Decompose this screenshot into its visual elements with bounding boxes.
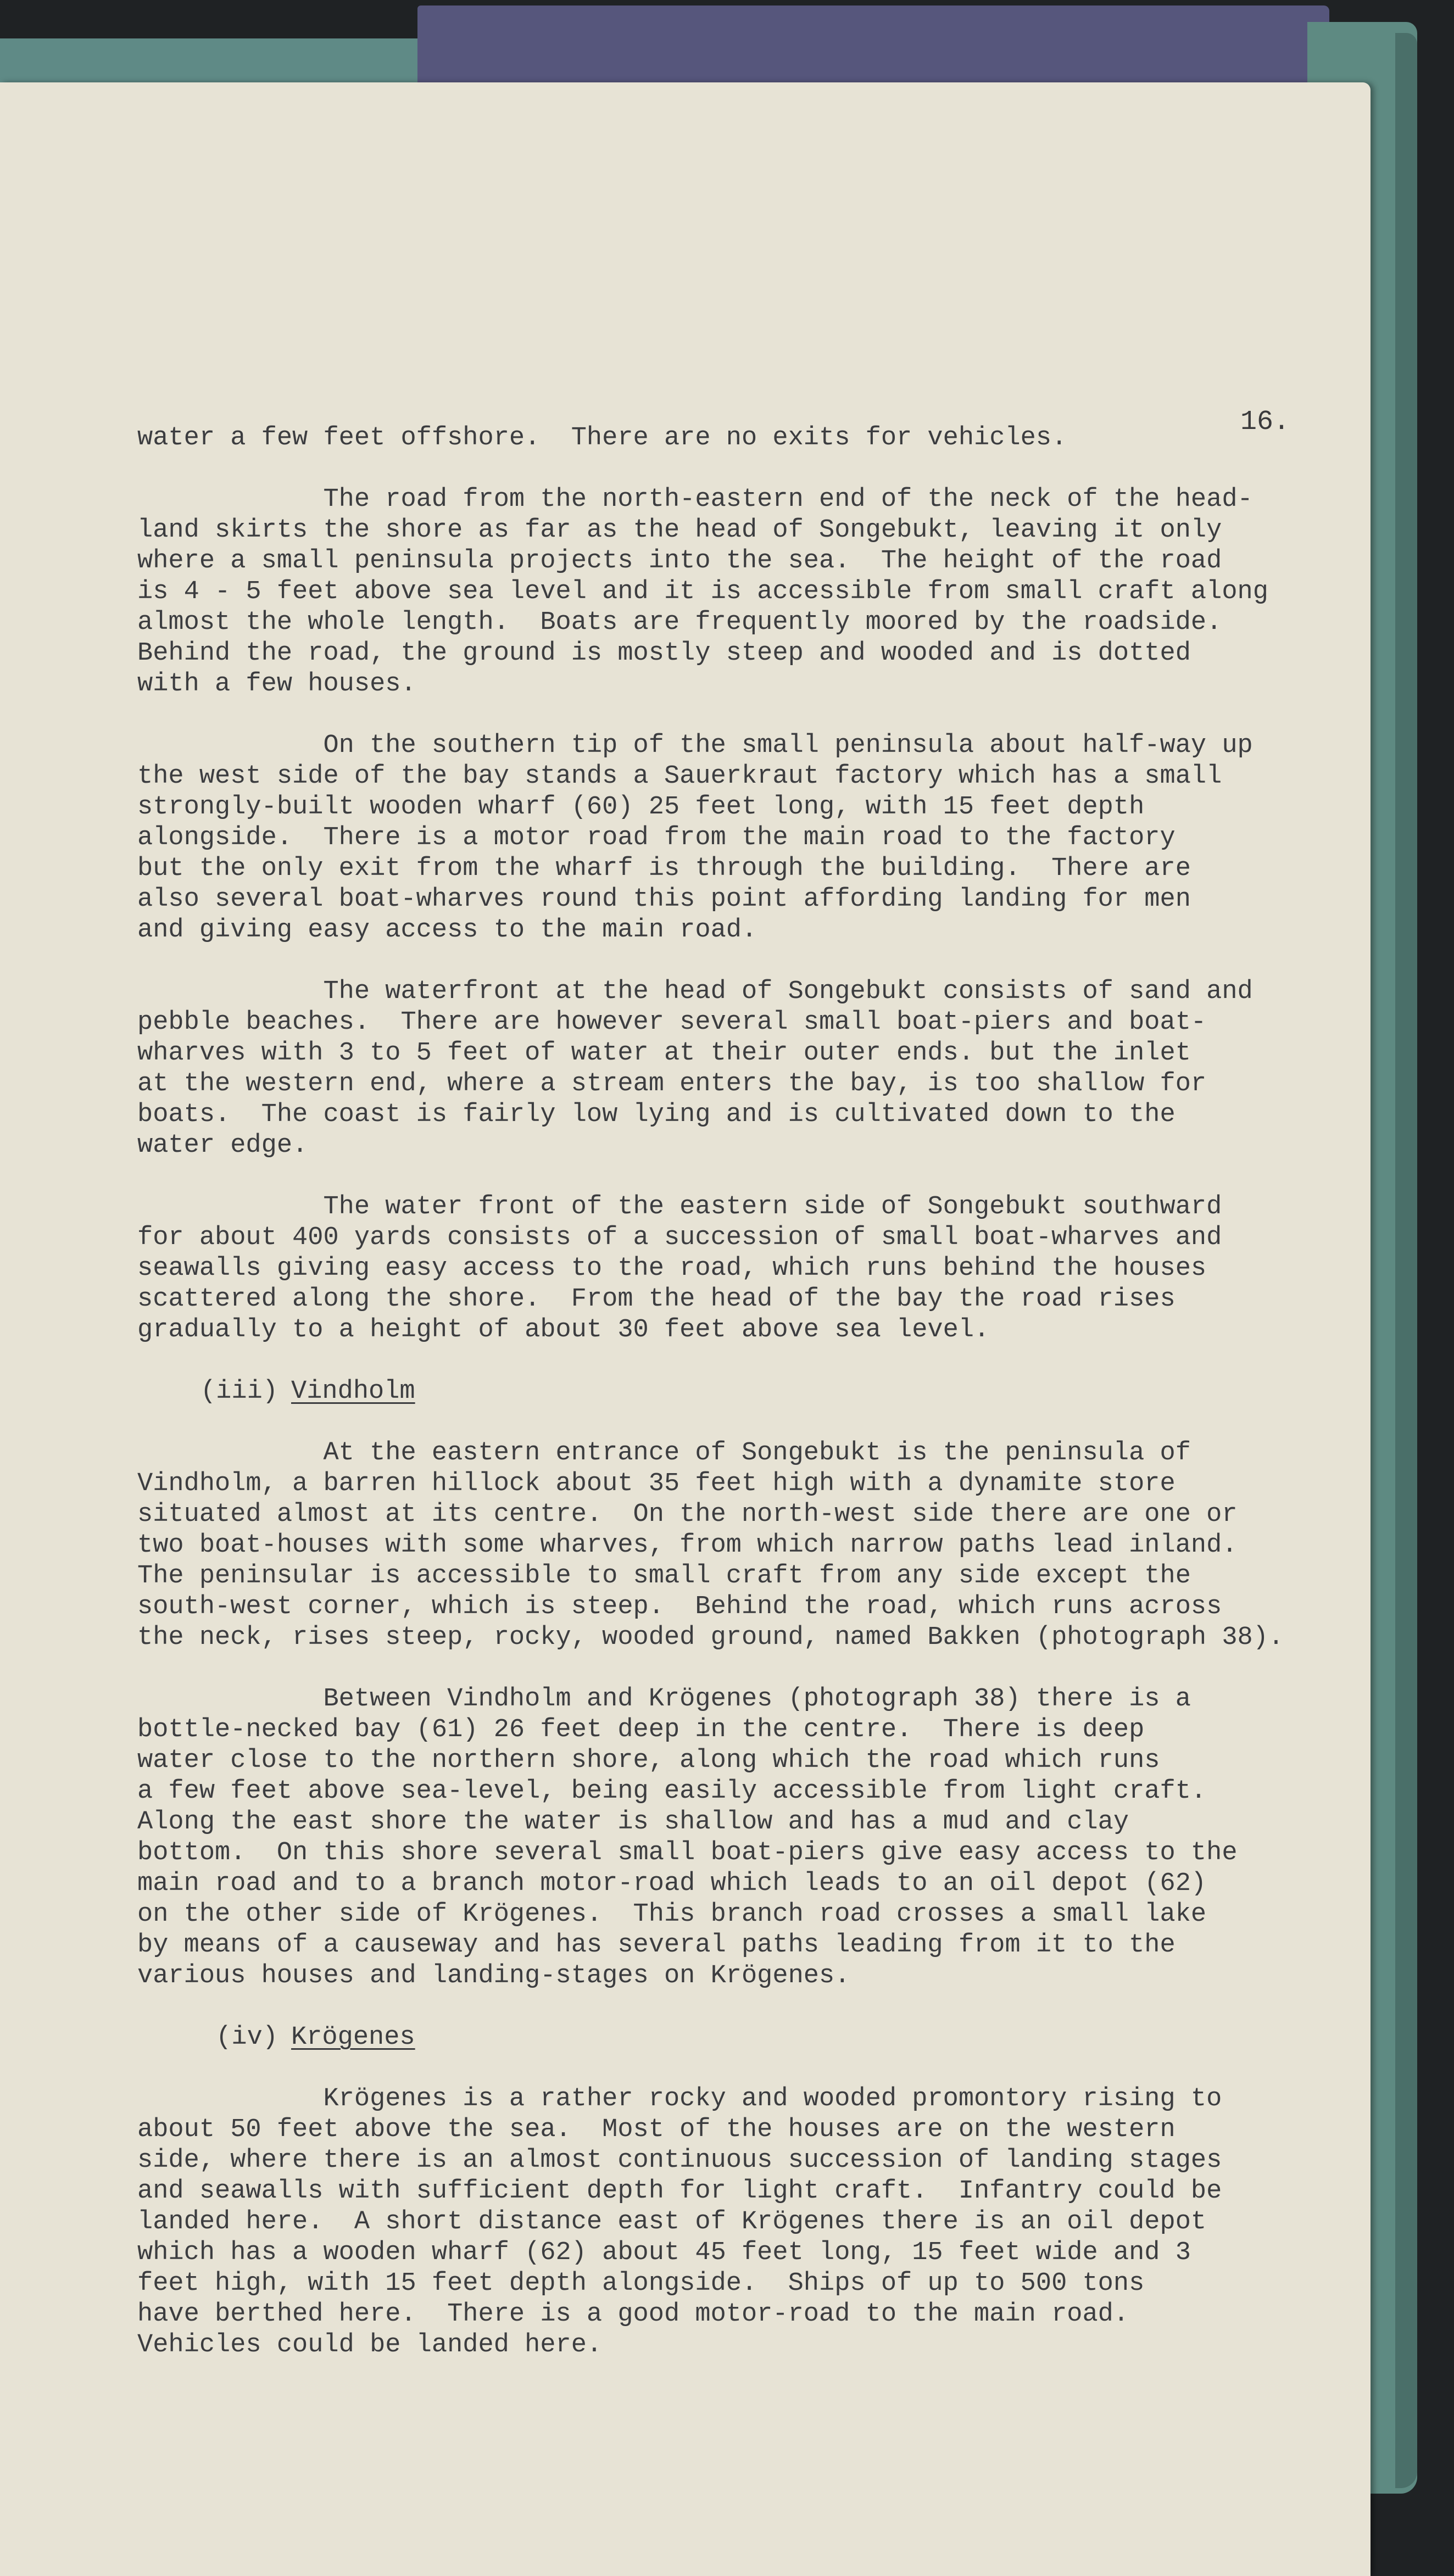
paragraph-krogenes: Krögenes is a rather rocky and wooded promontory rising to about 50 feet above the sea. Most of the houses are on the western side, where there is an almost continuous succession of landing stages and seawalls with sufficient depth for light craft. Infantry could be landed here. A short distance east of Krögenes there is an oil depot which has a wooden wharf (62) about 45 feet long, 15 feet wide and 3 feet high, with 15 feet depth alongside. Ships of up to 500 tons have berthed here. There is a good motor-road to the main road. Vehicles could be landed here.	[137, 2084, 1222, 2360]
paragraph-eastern-side: The water front of the eastern side of Songebukt southward for about 400 yards consists of a succession of small boat-wharves and seawalls giving easy access to the road, which runs behind the houses scattered along the shore. From the head of the bay the road rises gradually to a height of about 30 feet above sea level.	[137, 1192, 1222, 1345]
paragraph-vindholm: At the eastern entrance of Songebukt is the peninsula of Vindholm, a barren hillock about 35 feet high with a dynamite store situated almost at its centre. On the north-west side there are one or two boat-houses with some wharves, from which narrow paths lead inland. The peninsular is accessible to small craft from any side except the south-west corner, which is steep. Behind the road, which runs across the neck, rises steep, rocky, wooded ground, named Bakken (photograph 38).	[137, 1438, 1284, 1652]
paragraph-continuation: water a few feet offshore. There are no exits for vehicles.	[137, 423, 1067, 453]
section-number: (iv)	[216, 2023, 278, 2052]
paragraph-bottle-necked-bay: Between Vindholm and Krögenes (photograph 38) there is a bottle-necked bay (61) 26 feet deep in the centre. There is deep water close to the northern shore, along which the road which runs a few feet above sea-level, being easily accessible from light craft. Along the east shore the water is shallow and has a mud and clay bottom. On this shore several small boat-piers give easy access to the main road and to a branch motor-road which leads to an oil depot (62) on the other side of Krögenes. This branch road crosses a small lake by means of a causeway and has several paths leading from it to the various houses and landing-stages on Krögenes.	[137, 1685, 1238, 1990]
paragraph-waterfront: The waterfront at the head of Songebukt consists of sand and pebble beaches. There are however several small boat-piers and boat- wharves with 3 to 5 feet of water at their outer ends. but the inlet at the western end, where a stream enters the bay, is too shallow for boats. The coast is fairly low lying and is cultivated down to the water edge.	[137, 977, 1253, 1160]
section-title: Vindholm	[291, 1377, 415, 1406]
section-heading-krogenes	[137, 2022, 1291, 2053]
page-number: 16.	[1240, 406, 1290, 438]
section-title: Krögenes	[291, 2023, 415, 2052]
section-number: (iii)	[200, 1377, 278, 1406]
section-heading-vindholm	[137, 1376, 1291, 1407]
page-body	[137, 423, 1291, 2391]
book-cover-shadow	[1395, 33, 1417, 2488]
paragraph-sauerkraut-factory: On the southern tip of the small peninsula about half-way up the west side of the bay stands a Sauerkraut factory which has a small strongly-built wooden wharf (60) 25 feet long, with 15 feet depth alongside. There is a motor road from the main road to the factory but the only exit from the wharf is through the building. There are also several boat-wharves round this point affording landing for men and giving easy access to the main road.	[137, 731, 1253, 945]
paragraph-road: The road from the north-eastern end of the neck of the head- land skirts the shore as far as the head of Songebukt, leaving it only where a small peninsula projects into the sea. The height of the road is 4 - 5 feet above sea level and it is accessible from small craft along almost the whole length. Boats are frequently moored by the roadside. Behind the road, the ground is mostly steep and wooded and is dotted with a few houses.	[137, 485, 1268, 699]
